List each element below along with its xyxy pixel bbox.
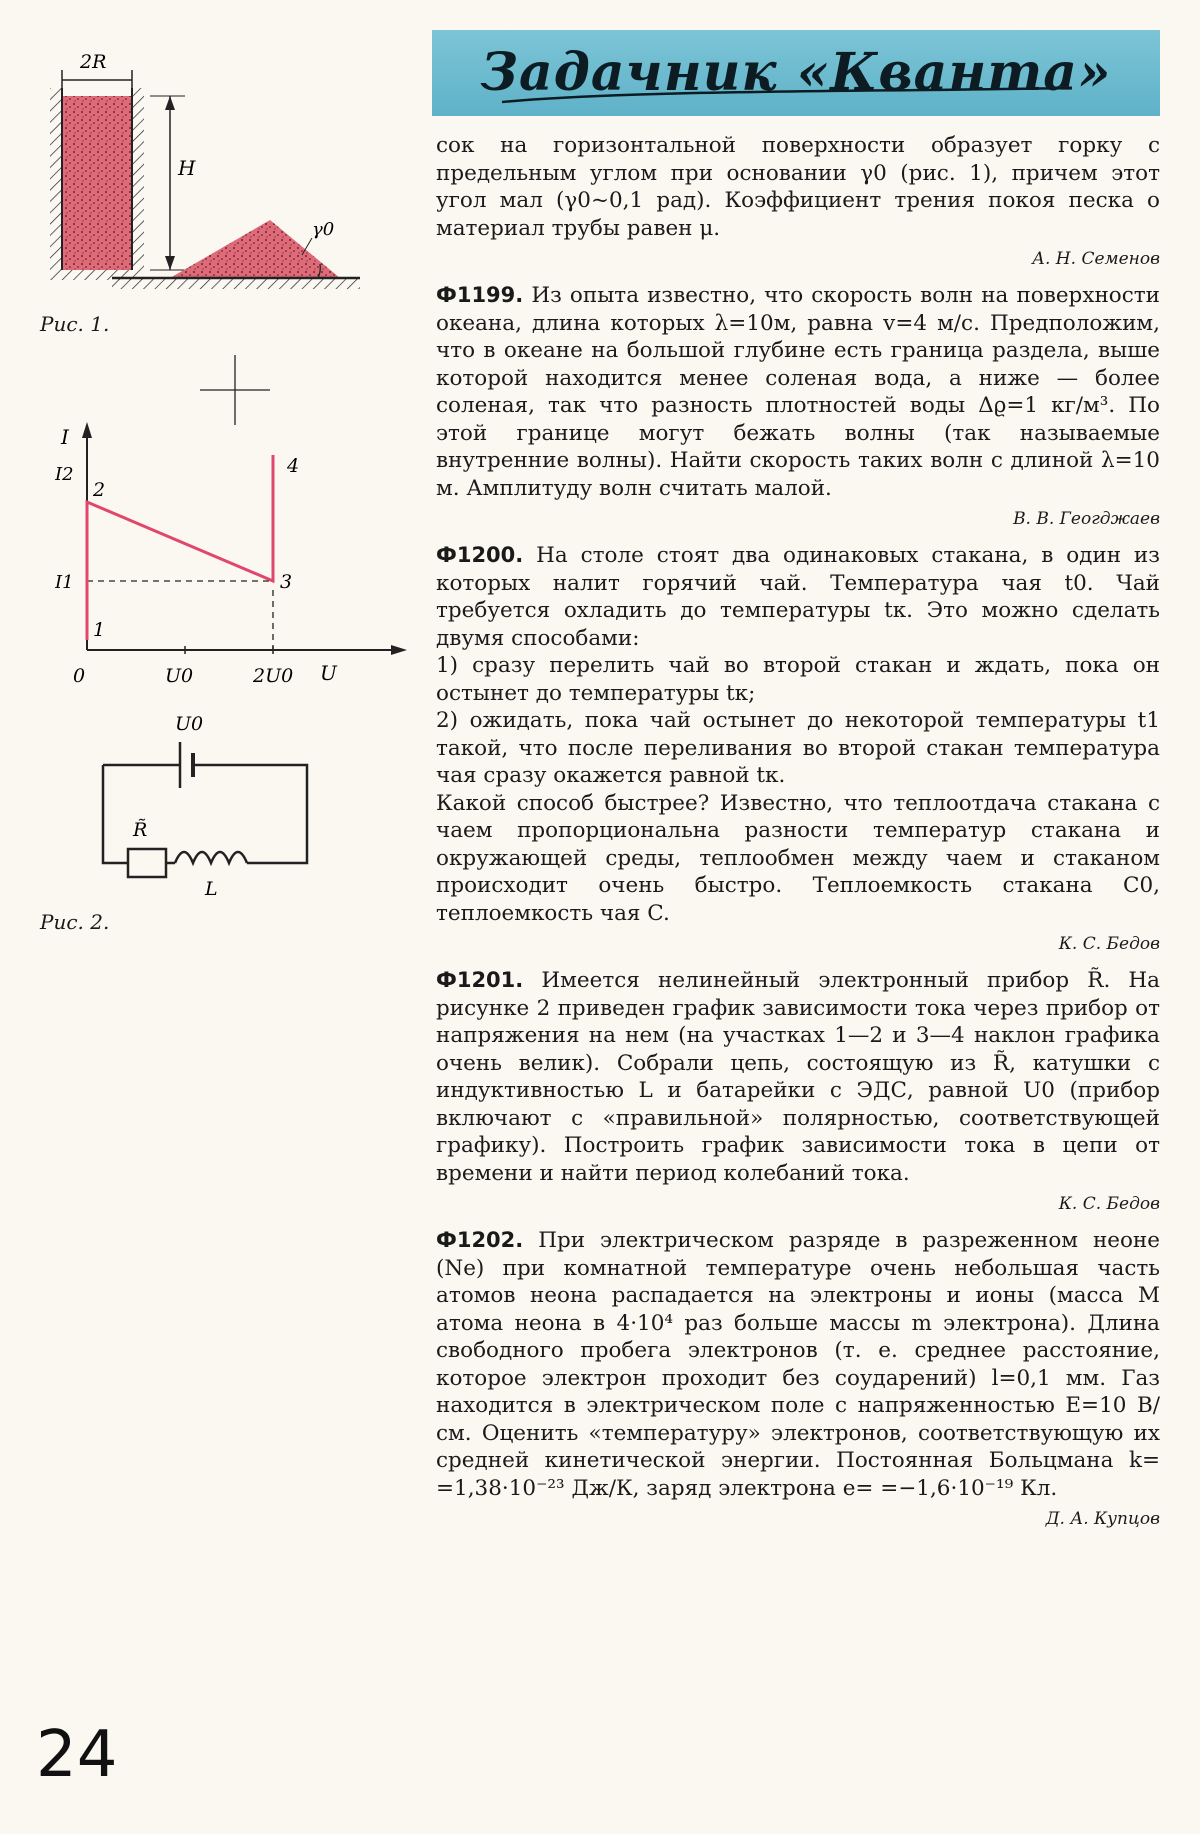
tube-wall-right bbox=[132, 88, 144, 270]
ground-hatch bbox=[112, 279, 360, 289]
label-battery-u0: U0 bbox=[175, 713, 204, 735]
figure-2-caption: Рис. 2. bbox=[40, 910, 110, 934]
problem-f1200 bbox=[436, 542, 1160, 652]
label-origin: 0 bbox=[73, 665, 86, 687]
label-gamma0: γ0 bbox=[312, 219, 335, 240]
intro-author: А. Н. Семенов bbox=[1032, 249, 1160, 269]
point-2-label: 2 bbox=[93, 479, 106, 501]
figure-1-caption: Рис. 1. bbox=[40, 312, 110, 336]
figure-1-sand-tube bbox=[40, 30, 410, 310]
point-3-label: 3 bbox=[280, 571, 293, 593]
label-u-axis: U bbox=[320, 661, 337, 685]
label-h: H bbox=[178, 156, 196, 180]
problem-f1201-id: Ф1201. bbox=[436, 968, 524, 992]
section-title: Задачник «Кванта» bbox=[480, 42, 1112, 103]
problem-f1201-text: Имеется нелинейный электронный прибор R̃. На рисунке 2 приведен график зависимости тока через прибор от напряжения на нем (на участках 1—2 и 3—4 наклон графика очень велик). Собрали цепь, состоящую из R̃, катушки с индуктивностью L и батарейки с ЭДС, равной U0 (прибор включают с «правильной» полярностью, соответствующей графику). Построить график зависимости тока в цепи от времени и найти период колебаний тока. bbox=[436, 968, 1160, 1186]
resistor-box bbox=[128, 849, 166, 877]
section-banner bbox=[432, 30, 1160, 116]
problem-f1202-text: При электрическом разряде в разреженном неоне (Ne) при комнатной температуре очень небольшая часть атомов неона распадается на электроны и ионы (масса M атома неона в 4·10⁴ раз больше массы m электрона). Длина свободного пробега электронов (т. е. среднее расстояние, которое электрон проходит без соударений) l=0,1 мм. Газ находится в электрическом поле с напряженностью E=10 В/см. Оценить «температуру» электронов, соответствующую их средней кинетической энергии. Постоянная Больцмана k= =1,38·10⁻²³ Дж/К, заряд электрона e= =−1,6·10⁻¹⁹ Кл. bbox=[436, 1228, 1160, 1501]
problem-f1202-author: Д. А. Купцов bbox=[1045, 1509, 1160, 1529]
inductor-coil bbox=[175, 852, 247, 863]
problem-f1200-option-1: 1) сразу перелить чай во второй стакан и ждать, пока он остынет до температуры tк; bbox=[436, 653, 1160, 706]
registration-crosshair bbox=[200, 355, 270, 425]
label-u0: U0 bbox=[165, 665, 194, 687]
label-inductor: L bbox=[205, 878, 218, 900]
label-resistor: R̃ bbox=[133, 819, 148, 841]
problem-f1201-author: К. С. Бедов bbox=[1058, 1194, 1160, 1214]
problem-f1202 bbox=[436, 1227, 1160, 1502]
point-4-label: 4 bbox=[287, 455, 300, 477]
problem-f1199 bbox=[436, 282, 1160, 502]
problem-f1200-option-2: 2) ожидать, пока чай остынет до некоторой температуры t1 такой, что после переливания во второй стакан температура чая сразу окажется равной tк. bbox=[436, 708, 1160, 788]
problems-column bbox=[436, 132, 1160, 1542]
page-number: 24 bbox=[36, 1718, 118, 1792]
label-2u0: 2U0 bbox=[253, 665, 294, 687]
iv-curve bbox=[87, 455, 273, 640]
label-2r: 2R bbox=[80, 51, 107, 73]
problem-f1200-id: Ф1200. bbox=[436, 543, 524, 567]
tube-wall-left bbox=[50, 88, 62, 270]
problem-f1200-author: К. С. Бедов bbox=[1058, 934, 1160, 954]
problem-f1199-id: Ф1199. bbox=[436, 283, 524, 307]
problem-f1199-text: Из опыта известно, что скорость волн на поверхности океана, длина которых λ=10м, равна v=4 м/с. Предположим, что в океане на большой глубине есть граница раздела, выше которой находится менее соленая вода, а ниже — более соленая, так что разность плотностей воды Δϱ=1 кг/м³. По этой границе могут бежать волны (так называемые внутренние волны). Найти скорость таких волн с длиной λ=10 м. Амплитуду волн считать малой. bbox=[436, 283, 1160, 501]
problem-f1202-id: Ф1202. bbox=[436, 1228, 524, 1252]
intro-continuation-text: сок на горизонтальной поверхности образует горку с предельным углом при основании γ0 (рис. 1), причем этот угол мал (γ0~0,1 рад). Коэффициент трения покоя песка о материал трубы равен μ. bbox=[436, 133, 1160, 241]
problem-f1200-question: Какой способ быстрее? Известно, что теплоотдача стакана с чаем пропорциональна разности температур стакана и окружающей среды, теплообмен между чаем и стаканом происходит очень быстро. Теплоемкость стакана C0, теплоемкость чая C. bbox=[436, 790, 1160, 926]
label-i2: I2 bbox=[55, 464, 74, 485]
problem-f1201 bbox=[436, 967, 1160, 1187]
point-1-label: 1 bbox=[93, 619, 106, 641]
problem-f1199-author: В. В. Геогджаев bbox=[1013, 509, 1160, 529]
sand-column bbox=[63, 96, 131, 270]
problem-f1200-text: На столе стоят два одинаковых стакана, в один из которых налит горячий чай. Температура чая t0. Чай требуется охладить до температуры tк. Это можно сделать двумя способами: bbox=[436, 543, 1160, 651]
figure-2-graph-and-circuit bbox=[55, 420, 415, 900]
label-i1: I1 bbox=[55, 572, 74, 593]
label-i-axis: I bbox=[61, 425, 69, 449]
